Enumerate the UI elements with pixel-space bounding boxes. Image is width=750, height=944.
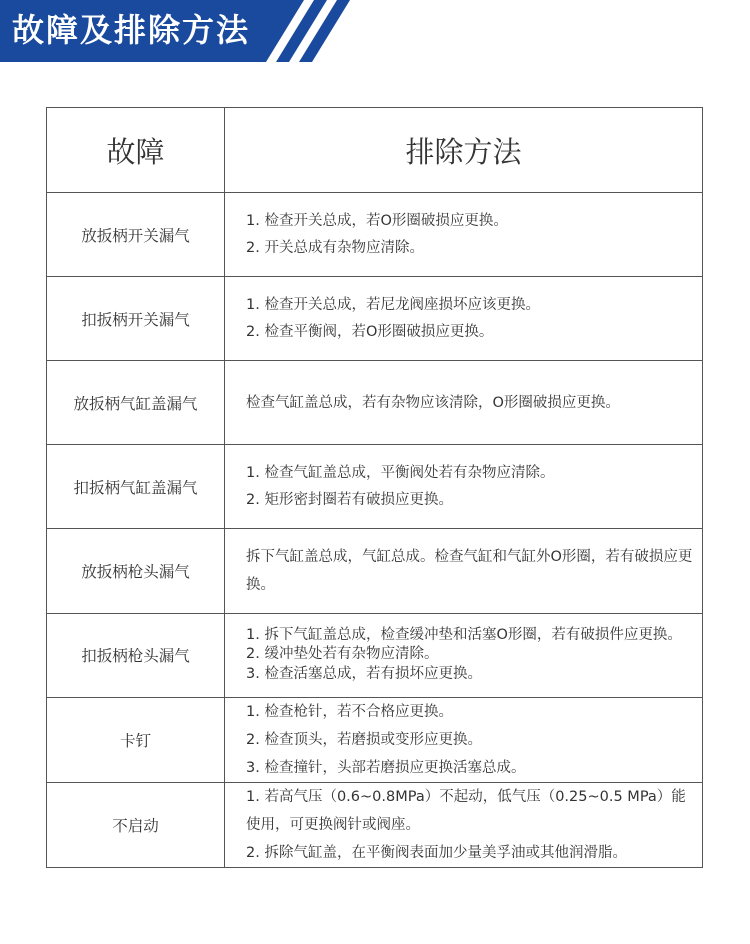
method-step: 1. 拆下气缸盖总成，检查缓冲垫和活塞O形圈，若有破损件应更换。	[246, 626, 682, 643]
method-cell	[225, 782, 703, 867]
table-row	[47, 613, 703, 697]
fault-cell: 扣扳柄枪头漏气	[47, 613, 225, 697]
title-banner	[0, 0, 360, 62]
table-row	[47, 361, 703, 445]
fault-cell: 放扳柄气缸盖漏气	[47, 361, 225, 445]
fault-cell: 扣扳柄开关漏气	[47, 277, 225, 361]
method-cell	[225, 193, 703, 277]
method-cell	[225, 277, 703, 361]
page-title: 故障及排除方法	[12, 11, 251, 49]
header-method: 排除方法	[225, 108, 703, 193]
method-step: 2. 开关总成有杂物应清除。	[246, 240, 424, 257]
method-step: 2. 拆除气缸盖，在平衡阀表面加少量美孚油或其他润滑脂。	[246, 844, 627, 861]
fault-cell: 放扳柄开关漏气	[47, 193, 225, 277]
method-step: 3. 检查活塞总成，若有损坏应更换。	[246, 665, 482, 682]
table-header-row	[47, 108, 703, 193]
method-step: 检查气缸盖总成，若有杂物应该清除，O形圈破损应更换。	[246, 394, 620, 411]
header-fault: 故障	[47, 108, 225, 193]
fault-cell: 不启动	[47, 782, 225, 867]
fault-cell: 放扳柄枪头漏气	[47, 529, 225, 613]
method-step: 拆下气缸盖总成，气缸总成。检查气缸和气缸外O形圈，若有破损应更换。	[246, 548, 693, 593]
method-cell	[225, 529, 703, 613]
fault-table	[46, 107, 703, 868]
fault-cell: 扣扳柄气缸盖漏气	[47, 445, 225, 529]
method-cell	[225, 445, 703, 529]
table-row	[47, 445, 703, 529]
table-row	[47, 697, 703, 782]
table-row	[47, 277, 703, 361]
method-step: 1. 若高气压（0.6~0.8MPa）不起动，低气压（0.25~0.5 MPa）能使用，可更换阀针或阀座。	[246, 788, 686, 833]
method-step: 2. 缓冲垫处若有杂物应清除。	[246, 646, 439, 663]
table-row	[47, 782, 703, 867]
method-step: 1. 检查枪针，若不合格应更换。	[246, 703, 453, 720]
method-step: 1. 检查开关总成，若尼龙阀座损坏应该更换。	[246, 297, 540, 314]
method-cell	[225, 613, 703, 697]
method-step: 2. 检查顶头，若磨损或变形应更换。	[246, 731, 482, 748]
table-row	[47, 193, 703, 277]
table-row	[47, 529, 703, 613]
method-cell	[225, 361, 703, 445]
method-cell	[225, 697, 703, 782]
method-step: 1. 检查气缸盖总成，平衡阀处若有杂物应清除。	[246, 465, 555, 482]
fault-cell: 卡钉	[47, 697, 225, 782]
method-step: 3. 检查撞针，头部若磨损应更换活塞总成。	[246, 759, 526, 776]
method-step: 2. 矩形密封圈若有破损应更换。	[246, 492, 453, 509]
method-step: 2. 检查平衡阀，若O形圈破损应更换。	[246, 324, 494, 341]
method-step: 1. 检查开关总成，若O形圈破损应更换。	[246, 213, 508, 230]
